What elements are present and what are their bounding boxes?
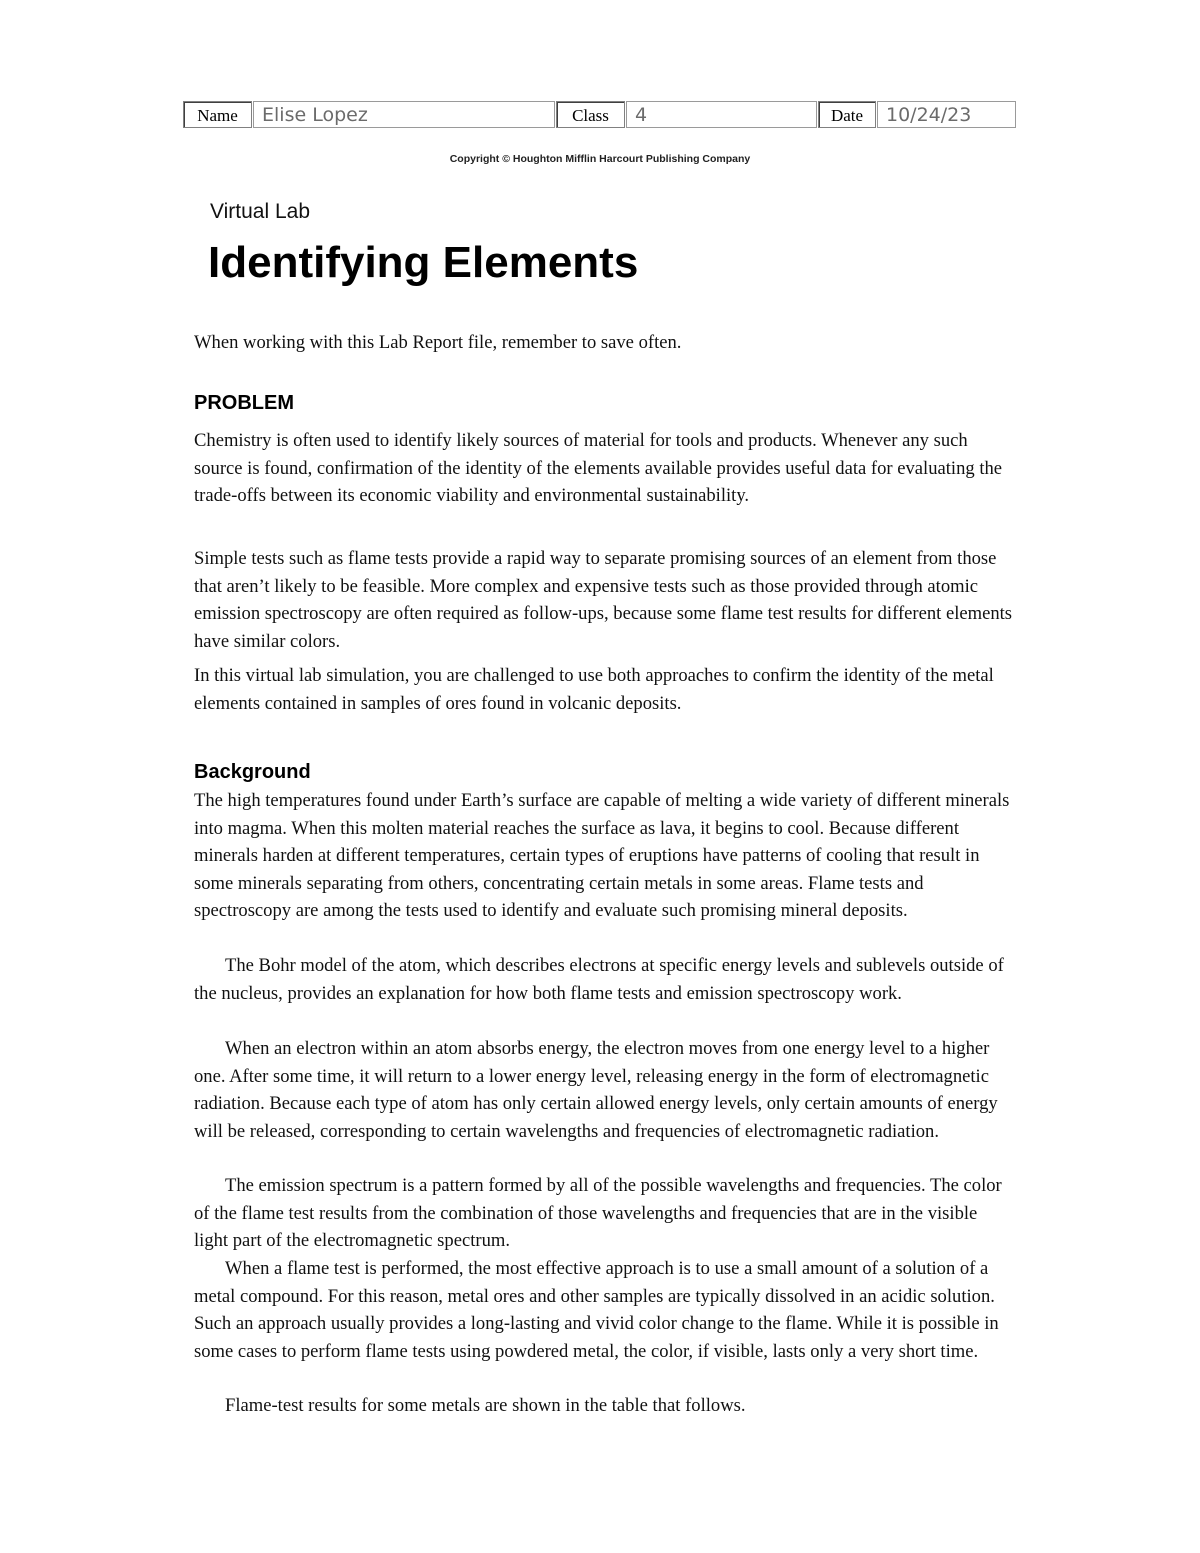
date-field[interactable]: 10/24/23 xyxy=(877,101,1016,128)
student-info-header xyxy=(183,101,1016,130)
background-paragraph: When an electron within an atom absorbs energy, the electron moves from one energy level to a higher one. After some time, it will return to a lower energy level, releasing energy in the form of electromagnetic radiation. Because each type of atom has only certain allowed energy levels, only certain amounts of energy will be released, corresponding to certain wavelengths and frequencies of electromagnetic radiation. xyxy=(194,1038,998,1142)
intro-text: When working with this Lab Report file, remember to save often. xyxy=(194,332,682,353)
copyright-notice: Copyright © Houghton Mifflin Harcourt Publishing Company xyxy=(449,153,751,165)
problem-heading: PROBLEM xyxy=(194,392,294,414)
background-paragraph: The high temperatures found under Earth’s surface are capable of melting a wide variety of different minerals into magma. When this molten material reaches the surface as lava, it begins to cool. Because different minerals harden at different temperatures, certain types of eruptions have patterns of cooling that result in some minerals separating from others, concentrating certain metals in some areas. Flame tests and spectroscopy are among the tests used to identify and evaluate such promising mineral deposits. xyxy=(194,790,1010,921)
name-field[interactable]: Elise Lopez xyxy=(253,101,555,128)
problem-paragraph: In this virtual lab simulation, you are challenged to use both approaches to confirm the identity of the metal elements contained in samples of ores found in volcanic deposits. xyxy=(194,665,994,714)
problem-paragraph: Simple tests such as flame tests provide a rapid way to separate promising sources of an element from those that aren’t likely to be feasible. More complex and expensive tests such as those provided through atomic emission spectroscopy are often required as follow-ups, because some flame test results for different elements have similar colors. xyxy=(194,548,1013,652)
background-paragraph: The emission spectrum is a pattern formed by all of the possible wavelengths and frequencies. The color of the flame test results from the combination of those wavelengths and frequencies that are in the visible light part of the electromagnetic spectrum. xyxy=(194,1175,1002,1251)
class-label: Class xyxy=(556,101,625,128)
page-title: Identifying Elements xyxy=(208,238,639,287)
class-field[interactable]: 4 xyxy=(626,101,817,128)
name-label: Name xyxy=(183,101,252,128)
lab-type-label: Virtual Lab xyxy=(210,200,311,223)
background-paragraph: The Bohr model of the atom, which describes electrons at specific energy levels and sublevels outside of the nucleus, provides an explanation for how both flame tests and emission spectroscopy work. xyxy=(194,955,1004,1004)
background-heading: Background xyxy=(194,761,311,783)
background-paragraph: Flame-test results for some metals are shown in the table that follows. xyxy=(225,1395,746,1416)
date-label: Date xyxy=(818,101,876,128)
background-paragraph: When a flame test is performed, the most effective approach is to use a small amount of a solution of a metal compound. For this reason, metal ores and other samples are typically dissolved in an acidic solution. Such an approach usually provides a long-lasting and vivid color change to the flame. While it is possible in some cases to perform flame tests using powdered metal, the color, if visible, lasts only a very short time. xyxy=(194,1258,999,1362)
problem-paragraph: Chemistry is often used to identify likely sources of material for tools and products. Whenever any such source is found, confirmation of the identity of the elements available provides useful data for evaluating the trade-offs between its economic viability and environmental sustainability. xyxy=(194,430,1003,506)
